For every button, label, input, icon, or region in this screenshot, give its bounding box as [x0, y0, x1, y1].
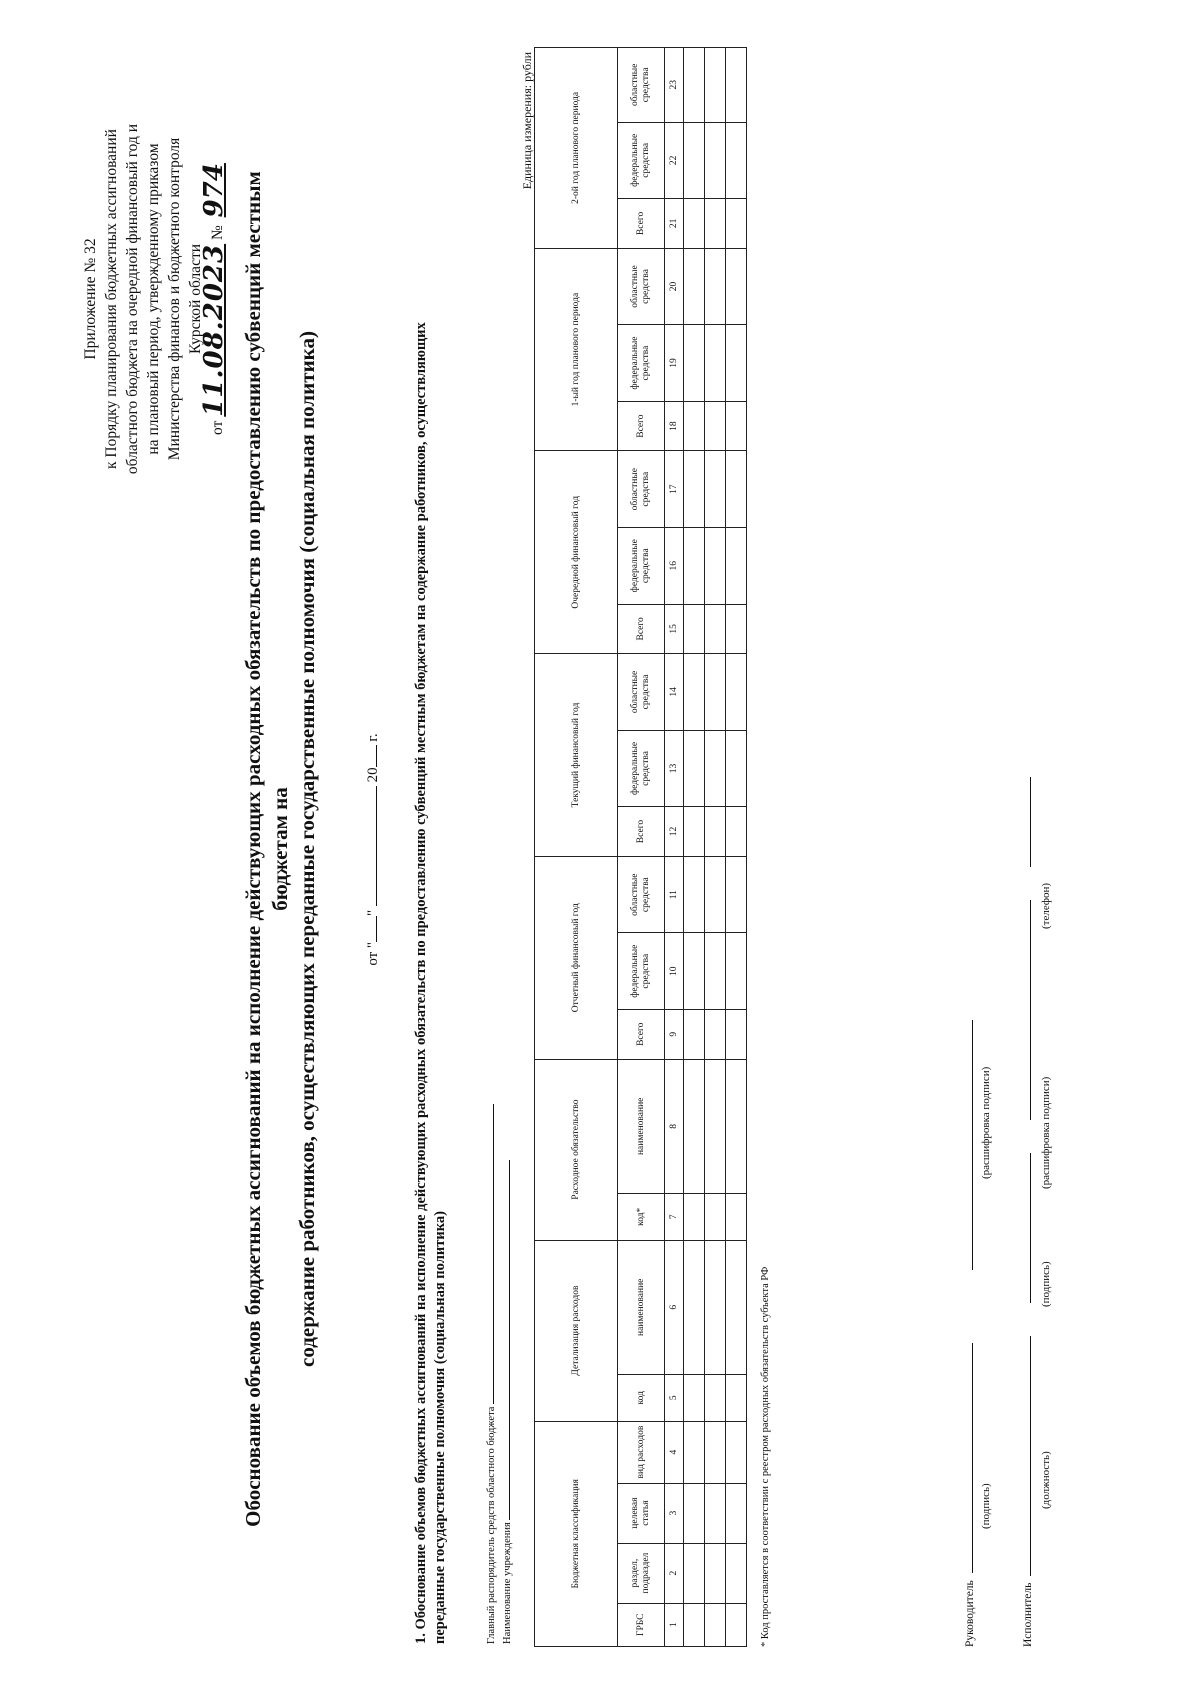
- table-cell[interactable]: [726, 1421, 747, 1483]
- footnote: * Код проставляется в соответствии с реестром расходных обязательств субъекта РФ: [760, 1266, 771, 1647]
- column-number: 15: [665, 604, 684, 654]
- col-federal: федеральные средства: [618, 527, 665, 604]
- table-cell[interactable]: [726, 325, 747, 402]
- table-cell[interactable]: [726, 654, 747, 731]
- col-federal: федеральные средства: [618, 122, 665, 199]
- column-number: 6: [665, 1240, 684, 1374]
- table-cell[interactable]: [684, 451, 705, 528]
- appendix-line: к Порядку планирования бюджетных ассигнований: [103, 129, 120, 469]
- exec-phone-caption: (телефон): [1040, 882, 1052, 929]
- table-cell[interactable]: [705, 325, 726, 402]
- table-cell[interactable]: [684, 856, 705, 933]
- executor-signature-line: [1018, 777, 1034, 1647]
- executor-label: Исполнитель: [1022, 1582, 1034, 1647]
- table-cell[interactable]: [726, 451, 747, 528]
- col-federal: федеральные средства: [618, 933, 665, 1010]
- year-prefix: 20: [365, 767, 381, 783]
- table-cell[interactable]: [726, 199, 747, 249]
- table-cell[interactable]: [684, 401, 705, 451]
- table-cell[interactable]: [705, 1543, 726, 1603]
- budget-table: [534, 47, 747, 1647]
- table-cell[interactable]: [705, 1240, 726, 1374]
- table-cell[interactable]: [705, 48, 726, 123]
- table-cell[interactable]: [726, 1009, 747, 1059]
- col-regional: областные средства: [618, 48, 665, 123]
- table-cell[interactable]: [684, 1483, 705, 1543]
- chief-manager-label: Главный распорядитель средств областного бюджета: [486, 1406, 497, 1644]
- date-line: [362, 0, 382, 1699]
- table-cell[interactable]: [684, 122, 705, 199]
- appendix-line: Министерства финансов и бюджетного контроля: [166, 137, 183, 461]
- column-number: 18: [665, 401, 684, 451]
- head-sign-caption: (подпись): [980, 1483, 992, 1529]
- col-total: Всего: [618, 807, 665, 857]
- institution-field: [498, 1160, 513, 1644]
- col-expense-type: вид расходов: [618, 1421, 665, 1483]
- table-cell[interactable]: [684, 48, 705, 123]
- column-number: 23: [665, 48, 684, 123]
- col-detail-code: код: [618, 1375, 665, 1422]
- column-number: 5: [665, 1375, 684, 1422]
- table-cell[interactable]: [705, 1603, 726, 1646]
- institution-label: Наименование учреждения: [502, 1522, 513, 1644]
- table-cell[interactable]: [726, 933, 747, 1010]
- table-cell[interactable]: [684, 1603, 705, 1646]
- column-number: 16: [665, 527, 684, 604]
- appendix-line: областного бюджета на очередной финансовый год и: [124, 123, 141, 475]
- order-date-line: [199, 19, 229, 579]
- column-number: 1: [665, 1603, 684, 1646]
- table-cell[interactable]: [684, 933, 705, 1010]
- table-cell[interactable]: [705, 1194, 726, 1241]
- exec-position-caption: (должность): [1040, 1451, 1052, 1509]
- col-federal: федеральные средства: [618, 325, 665, 402]
- col-regional: областные средства: [618, 654, 665, 731]
- column-number: 10: [665, 933, 684, 1010]
- table-cell[interactable]: [705, 730, 726, 807]
- col-grbs: ГРБС: [618, 1603, 665, 1646]
- table-cell[interactable]: [684, 1009, 705, 1059]
- column-number: 20: [665, 248, 684, 325]
- head-signature-line: [960, 1020, 976, 1647]
- table-cell[interactable]: [705, 248, 726, 325]
- table-cell[interactable]: [705, 654, 726, 731]
- exec-sign-blank[interactable]: [1018, 1153, 1031, 1303]
- table-cell[interactable]: [705, 199, 726, 249]
- table-cell[interactable]: [684, 1421, 705, 1483]
- col-section: раздел, подраздел: [618, 1543, 665, 1603]
- table-row: [726, 48, 747, 1647]
- header-plan-year-1: 1-ый год планового периода: [535, 248, 618, 451]
- year-suffix: г.: [365, 733, 381, 742]
- column-number: 4: [665, 1421, 684, 1483]
- table-cell[interactable]: [726, 527, 747, 604]
- table-cell[interactable]: [726, 1483, 747, 1543]
- table-cell[interactable]: [684, 325, 705, 402]
- column-number: 2: [665, 1543, 684, 1603]
- table-cell[interactable]: [705, 856, 726, 933]
- table-cell[interactable]: [726, 1240, 747, 1374]
- column-number: 13: [665, 730, 684, 807]
- col-obligation-code: код*: [618, 1194, 665, 1241]
- appendix-line: на плановый период, утвержденному приказом: [145, 143, 162, 455]
- table-cell[interactable]: [726, 807, 747, 857]
- col-regional: областные средства: [618, 248, 665, 325]
- table-cell[interactable]: [726, 248, 747, 325]
- table-cell[interactable]: [705, 1483, 726, 1543]
- col-total: Всего: [618, 1009, 665, 1059]
- head-sign-blank[interactable]: [960, 1343, 973, 1573]
- table-cell[interactable]: [726, 1059, 747, 1193]
- table-cell[interactable]: [684, 1059, 705, 1193]
- table-cell[interactable]: [684, 248, 705, 325]
- table-cell[interactable]: [705, 604, 726, 654]
- table-cell[interactable]: [684, 1375, 705, 1422]
- col-regional: областные средства: [618, 856, 665, 933]
- exec-phone-blank[interactable]: [1018, 777, 1031, 867]
- table-cell[interactable]: [684, 654, 705, 731]
- number-label: №: [209, 225, 226, 241]
- column-number: 11: [665, 856, 684, 933]
- table-cell[interactable]: [684, 807, 705, 857]
- table-cell[interactable]: [684, 527, 705, 604]
- institution-blank: [498, 1160, 510, 1520]
- column-number: 17: [665, 451, 684, 528]
- section-line-2: переданные государственные полномочия (социальная политика): [432, 1211, 448, 1644]
- col-federal: федеральные средства: [618, 730, 665, 807]
- col-regional: областные средства: [618, 451, 665, 528]
- table-cell[interactable]: [726, 48, 747, 123]
- table-cell[interactable]: [726, 1194, 747, 1241]
- handwritten-number: 974: [199, 163, 229, 218]
- section-line-1: 1. Обоснование объемов бюджетных ассигнований на исполнение действующих расходных обязательств по предоставлению субвенций местным бюджетам на содержание работников, осуществляющих: [413, 322, 429, 1644]
- header-budget-classification: Бюджетная классификация: [535, 1421, 618, 1646]
- table-cell[interactable]: [705, 527, 726, 604]
- column-number: 12: [665, 807, 684, 857]
- table-cell[interactable]: [726, 122, 747, 199]
- head-decode-caption: (расшифровка подписи): [980, 1066, 992, 1179]
- table-cell[interactable]: [726, 401, 747, 451]
- chief-manager-blank: [482, 1104, 494, 1404]
- col-obligation-name: наименование: [618, 1059, 665, 1193]
- table-cell[interactable]: [705, 1375, 726, 1422]
- title-line-2: содержание работников, осуществляющих переданные государственные полномочия (социальная политика): [295, 331, 319, 1367]
- appendix-block: [80, 19, 228, 579]
- header-expense-detail: Детализация расходов: [535, 1240, 618, 1421]
- head-decode-blank[interactable]: [960, 1020, 973, 1270]
- header-reported-year: Отчетный финансовый год: [535, 856, 618, 1059]
- date-prefix: от ": [365, 941, 381, 966]
- col-detail-name: наименование: [618, 1240, 665, 1374]
- title-line-1: Обоснование объемов бюджетных ассигнований на исполнение действующих расходных обязательств по предоставлению субвенций местным бюджетам на: [241, 171, 292, 1527]
- column-number: 8: [665, 1059, 684, 1193]
- document-title: [240, 139, 321, 1559]
- table-cell[interactable]: [726, 730, 747, 807]
- table-row: [705, 48, 726, 1647]
- header-plan-year-2: 2-ой год планового периода: [535, 48, 618, 249]
- table-cell[interactable]: [705, 451, 726, 528]
- day-blank: [362, 916, 377, 942]
- exec-decode-blank[interactable]: [1018, 900, 1031, 1120]
- column-number: 22: [665, 122, 684, 199]
- exec-decode-caption: (расшифровка подписи): [1040, 1076, 1052, 1189]
- column-number: 7: [665, 1194, 684, 1241]
- table-cell[interactable]: [684, 730, 705, 807]
- column-number: 9: [665, 1009, 684, 1059]
- month-blank: [362, 786, 377, 906]
- column-number: 19: [665, 325, 684, 402]
- chief-manager-field: [482, 1104, 497, 1644]
- header-obligation: Расходное обязательство: [535, 1059, 618, 1240]
- table-cell[interactable]: [684, 1543, 705, 1603]
- header-next-year: Очередной финансовый год: [535, 451, 618, 654]
- from-label: от: [209, 420, 226, 435]
- column-number: 3: [665, 1483, 684, 1543]
- exec-position-blank[interactable]: [1018, 1336, 1031, 1576]
- column-number: 21: [665, 199, 684, 249]
- appendix-line: Курской области: [187, 243, 204, 355]
- col-target-article: целевая статья: [618, 1483, 665, 1543]
- table-cell[interactable]: [726, 1603, 747, 1646]
- table-cell[interactable]: [705, 1421, 726, 1483]
- head-label: Руководитель: [964, 1580, 976, 1647]
- appendix-number: Приложение № 32: [82, 238, 99, 360]
- table-cell[interactable]: [684, 1240, 705, 1374]
- header-current-year: Текущий финансовый год: [535, 654, 618, 857]
- table-cell[interactable]: [705, 807, 726, 857]
- col-total: Всего: [618, 199, 665, 249]
- table-cell[interactable]: [726, 856, 747, 933]
- table-cell[interactable]: [726, 1543, 747, 1603]
- col-total: Всего: [618, 401, 665, 451]
- column-number: 14: [665, 654, 684, 731]
- table-cell[interactable]: [705, 401, 726, 451]
- column-number-row: [665, 48, 684, 1647]
- table-cell[interactable]: [726, 1375, 747, 1422]
- table-cell[interactable]: [684, 1194, 705, 1241]
- year-blank: [362, 745, 377, 767]
- col-total: Всего: [618, 604, 665, 654]
- table-cell[interactable]: [705, 933, 726, 1010]
- table-row: [684, 48, 705, 1647]
- exec-sign-caption: (подпись): [1040, 1261, 1052, 1307]
- units-label: Единица измерения: рубли: [520, 52, 534, 190]
- table-cell[interactable]: [684, 199, 705, 249]
- table-cell[interactable]: [726, 604, 747, 654]
- table-cell[interactable]: [705, 1059, 726, 1193]
- section-heading: [412, 84, 450, 1644]
- handwritten-date: 11.08.2023: [199, 243, 229, 417]
- table-cell[interactable]: [684, 604, 705, 654]
- date-quote: ": [365, 909, 381, 916]
- table-cell[interactable]: [705, 1009, 726, 1059]
- table-cell[interactable]: [705, 122, 726, 199]
